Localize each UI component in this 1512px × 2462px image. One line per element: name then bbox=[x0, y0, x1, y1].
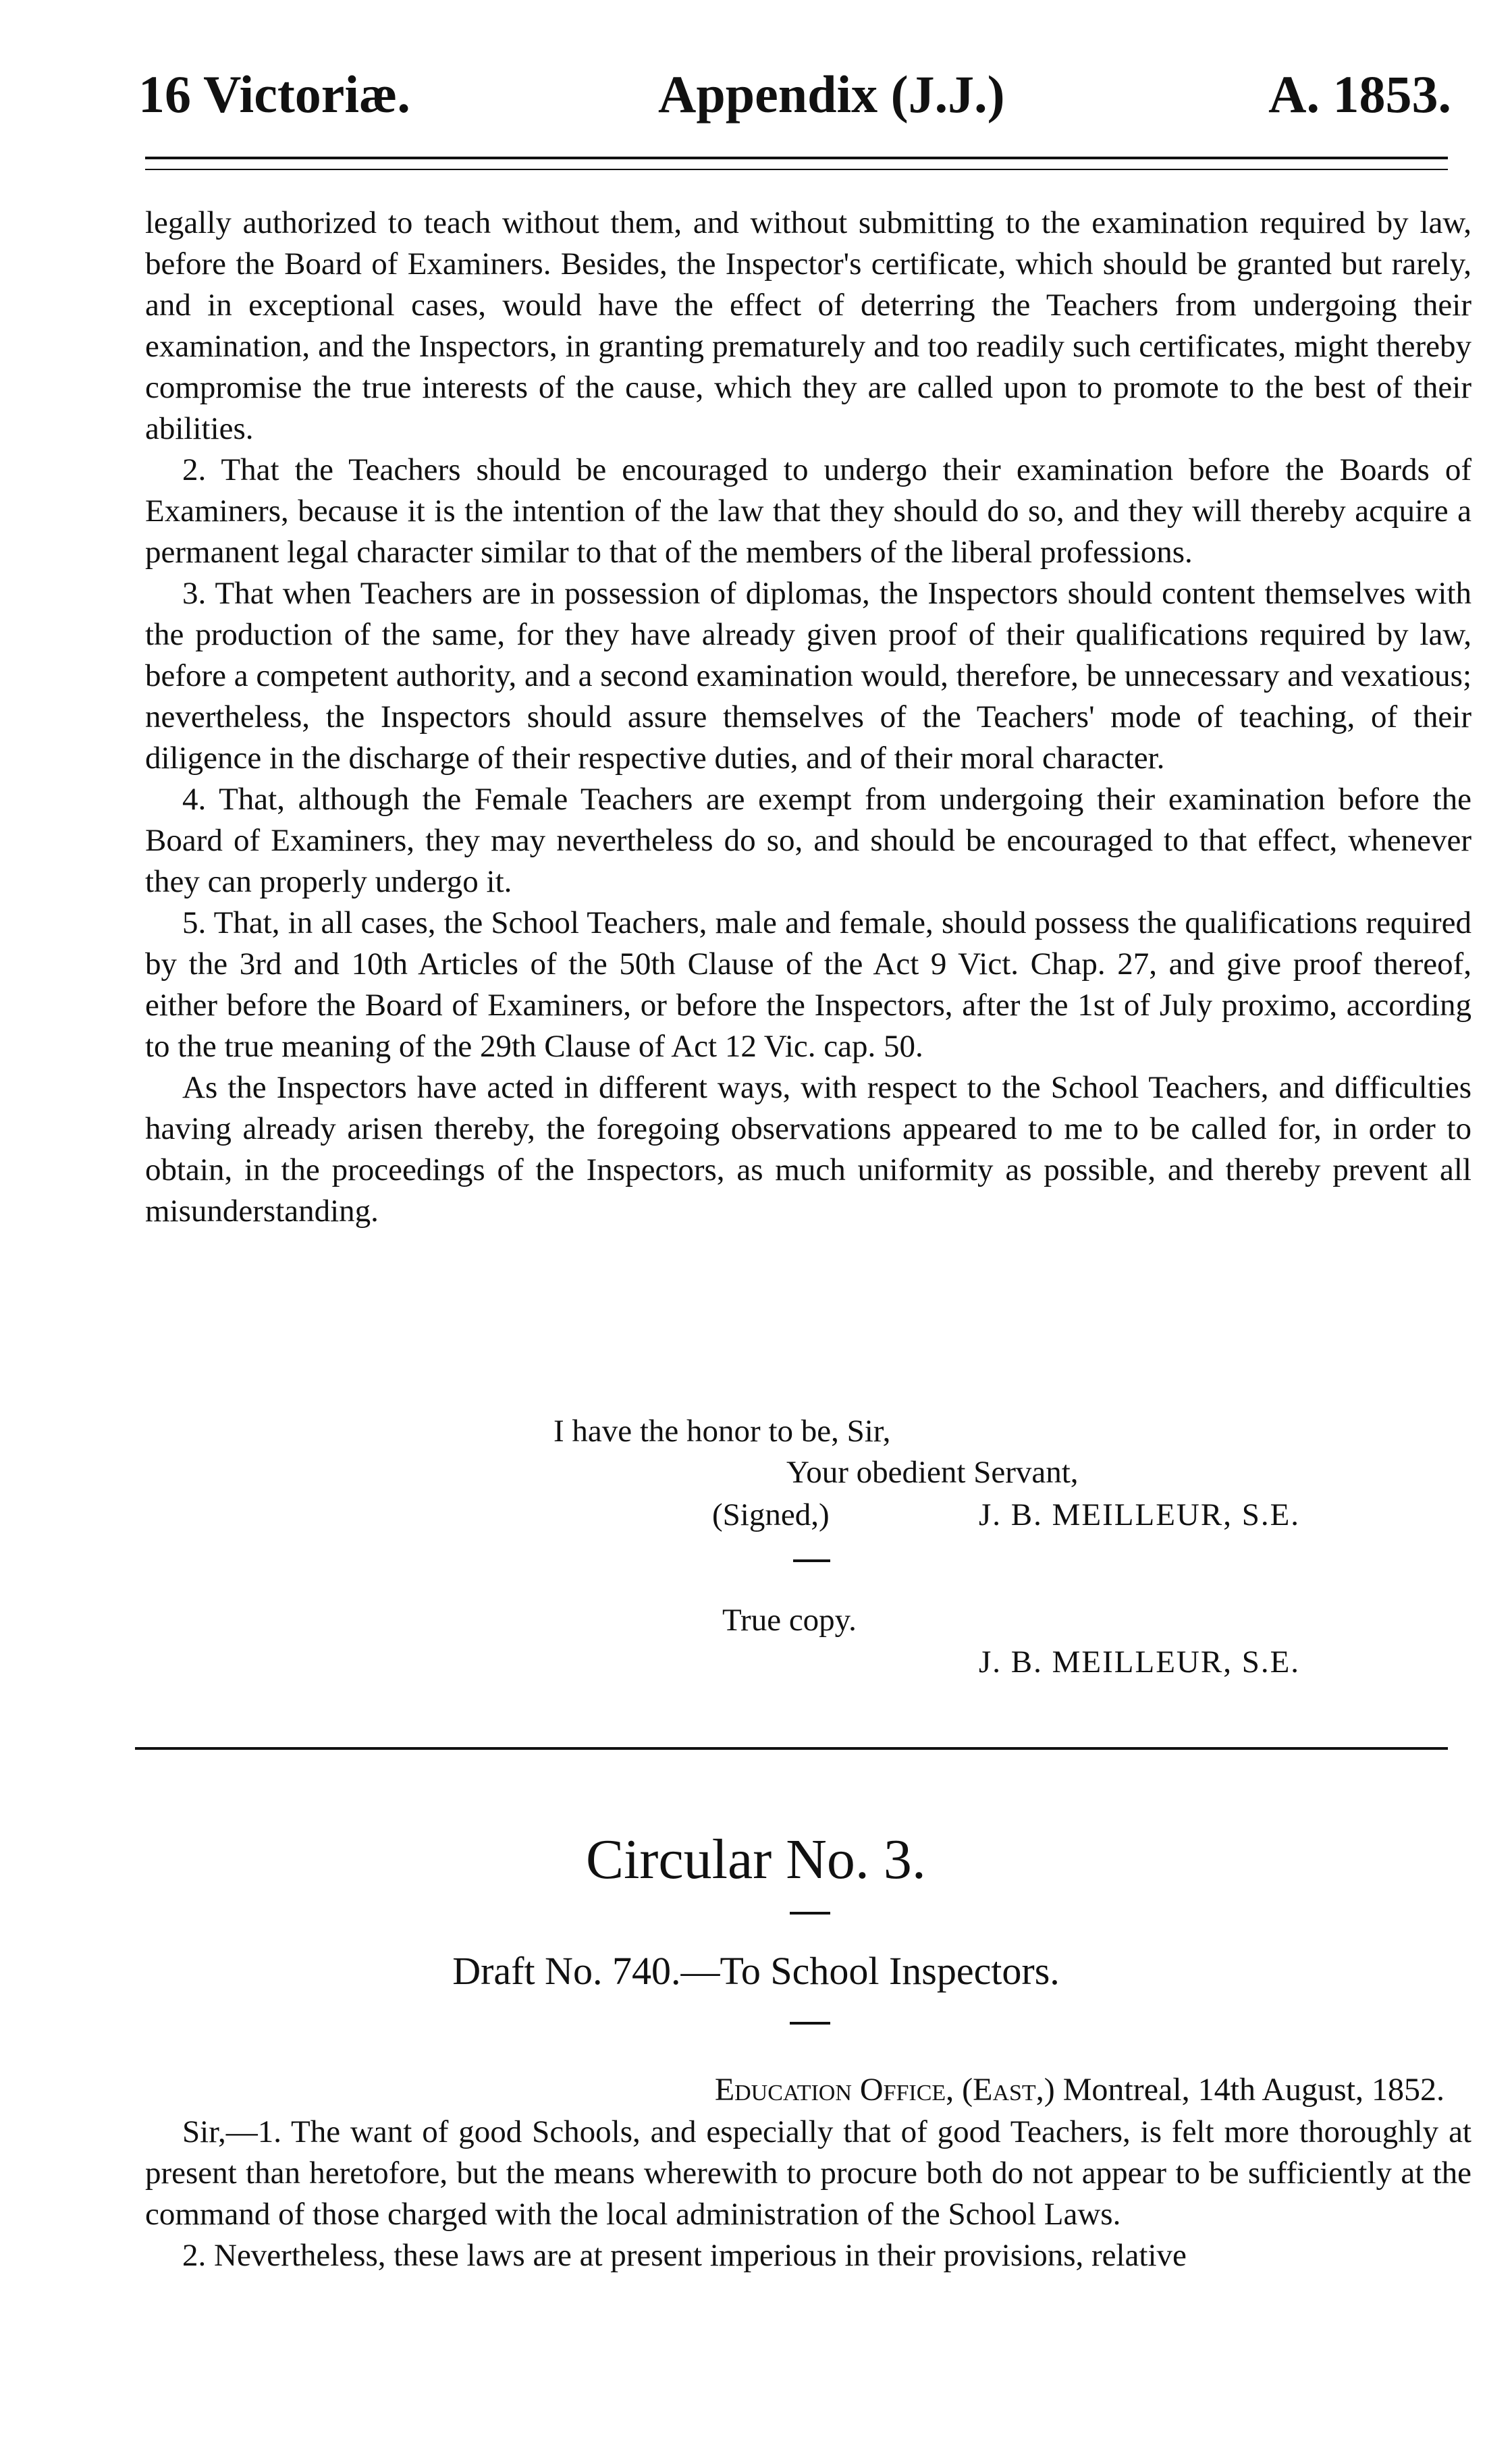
section-rule bbox=[135, 1747, 1448, 1750]
letter-paragraph-4: 4. That, although the Female Teachers are exempt from undergoing their examination before the Board of Examiners, they may nevertheless do so, and should be encouraged to that effect, whenever they can properly undergo it. bbox=[145, 782, 1472, 899]
circular-body bbox=[145, 2112, 1472, 2276]
office-name: Education Office, (East,) bbox=[714, 2072, 1055, 2108]
header-rule bbox=[145, 157, 1448, 170]
circular-paragraph-2: 2. Nevertheless, these laws are at present imperious in their provisions, relative bbox=[182, 2238, 1187, 2273]
letter-body bbox=[145, 203, 1472, 1232]
subtitle-dash bbox=[790, 2022, 830, 2025]
copy-signature-name: J. B. MEILLEUR, S.E. bbox=[979, 1644, 1301, 1680]
letter-paragraph-3: 3. That when Teachers are in possession of diplomas, the Inspectors should content themselves with the production of the same, for they have already given proof of their qualifications required by law, before a competent authority, and a second examination would, therefore, be unnecessary and vexatious; nevertheless, the Inspectors should assure themselves of the Teachers' mode of teaching, of their diligence in the discharge of their respective duties, and of their moral character. bbox=[145, 576, 1472, 776]
signed-label: (Signed,) bbox=[712, 1497, 830, 1532]
header-year: A. 1853. bbox=[1268, 65, 1451, 124]
signature-name: J. B. MEILLEUR, S.E. bbox=[979, 1497, 1301, 1532]
true-copy-label: True copy. bbox=[722, 1603, 857, 1638]
page-header bbox=[138, 57, 1451, 132]
closing-servant: Your obedient Servant, bbox=[786, 1455, 1079, 1490]
closing-honor: I have the honor to be, Sir, bbox=[554, 1414, 891, 1449]
letter-paragraph-conclusion: As the Inspectors have acted in different ways, with respect to the School Teachers, and difficulties having already arisen thereby, the foregoing observations appeared to me to be called for, in order to obtain, in the proceedings of the Inspectors, as much uniformity as possible, and thereby prevent all misunderstanding. bbox=[145, 1070, 1472, 1229]
circular-dateline bbox=[715, 2069, 1444, 2110]
circular-subtitle: Draft No. 740.—To School Inspectors. bbox=[452, 1949, 1060, 1993]
circular-paragraph-1: Sir,—1. The want of good Schools, and especially that of good Teachers, is felt more thoroughly at present than heretofore, but the means wherewith to procure both do not appear to be sufficiently at the command of those charged with the local administration of the School Laws. bbox=[145, 2114, 1472, 2232]
separator-dash bbox=[793, 1559, 830, 1562]
circular-title: Circular No. 3. bbox=[586, 1828, 926, 1891]
header-appendix: Appendix (J.J.) bbox=[658, 65, 1005, 124]
header-session: 16 Victoriæ. bbox=[138, 65, 410, 124]
title-dash bbox=[790, 1912, 830, 1915]
circular-date: Montreal, 14th August, 1852. bbox=[1062, 2072, 1444, 2108]
letter-continuation-paragraph: legally authorized to teach without them, and without submitting to the examination required by law, before the Board of Examiners. Besides, the Inspector's certificate, which should be granted but rarely, and in exceptional cases, would have the effect of deterring the Teachers from undergoing their examination, and the Inspectors, in granting prematurely and too readily such certificates, might thereby compromise the true interests of the cause, which they are called upon to promote to the best of their abilities. bbox=[145, 205, 1472, 446]
letter-paragraph-5: 5. That, in all cases, the School Teachers, male and female, should possess the qualifications required by the 3rd and 10th Articles of the 50th Clause of the Act 9 Vict. Chap. 27, and give proof thereof, either before the Board of Examiners, or before the Inspectors, after the 1st of July proximo, according to the true meaning of the 29th Clause of Act 12 Vic. cap. 50. bbox=[145, 905, 1472, 1064]
letter-paragraph-2: 2. That the Teachers should be encouraged to undergo their examination before the Boards of Examiners, because it is the intention of the law that they should do so, and they will thereby acquire a permanent legal character similar to that of the members of the liberal professions. bbox=[145, 452, 1472, 570]
